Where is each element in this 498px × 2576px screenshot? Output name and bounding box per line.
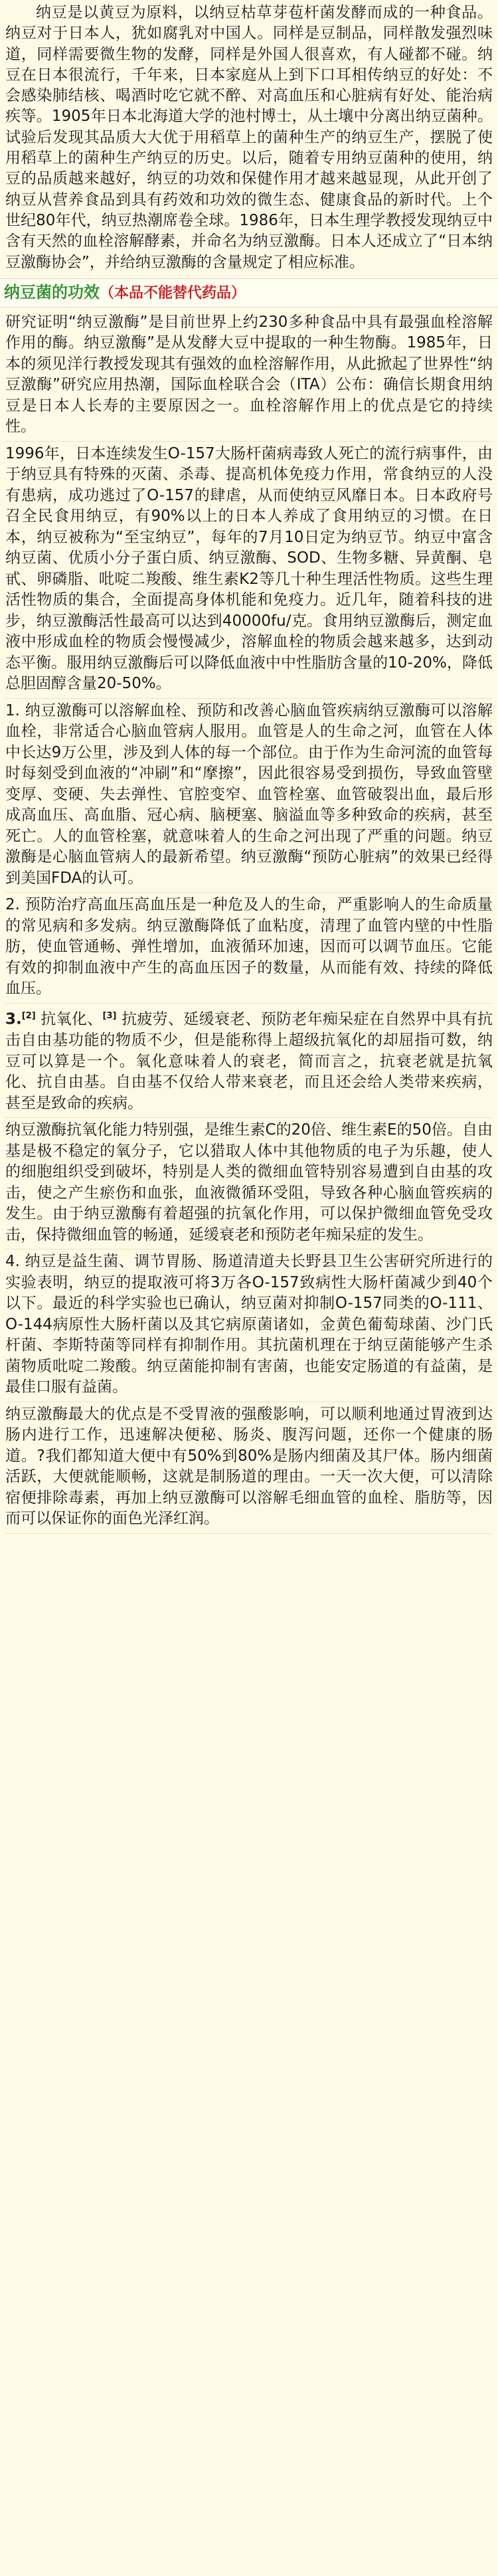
- paragraph-point-1: 1. 纳豆激酶可以溶解血栓、预防和改善心脑血管疾病纳豆激酶可以溶解血栓，非常适合心脑血管病人服用。血管是人的生命之河，血管在人体中长达9万公里，涉及到人体的每一个部位。由于作为生命河流的血管每时每刻受到血液的“冲刷”和“摩擦”，因此很容易受到损伤，导致血管壁变厚、变硬、失去弹性、官腔变窄、血管栓塞、血管破裂出血，最后形成高血压、高血脂、冠心病、脑梗塞、脑溢血等多种致命的疾病，甚至死亡。人的血管栓塞，就意味着人的生命之河出现了严重的问题。纳豆激酶是心脑血管病人的最新希望。纳豆激酶“预防心脏病”的效果已经得到美国FDA的认可。: [5, 699, 493, 893]
- reference-2: [2]: [21, 1010, 36, 1021]
- section-note: （本品不能替代药品）: [100, 284, 246, 302]
- point-3-mid: 抗氧化、: [35, 1010, 103, 1028]
- paragraph-point-2: 2. 预防治疗高血压高血压是一种危及人的生命，严重影响人的生命质量的常见病和多发病。纳豆激酶降低了血粘度，清理了血管内壁的中性脂肪，使血管通畅、弹性增加，血液循环加速，因而可以调节血压。它能有效的抑制血液中产生的高血压因子的数量，从而能有效、持续的降低血压。: [5, 893, 493, 1004]
- section-heading: [0, 278, 498, 308]
- paragraph-history: 1996年，日本连续发生O-157大肠杆菌病毒致人死亡的流行病事件，由于纳豆具有特殊的灭菌、杀毒、提高机体免疫力作用，常食纳豆的人没有患病，成功逃过了O-157的肆虐，从而使纳豆风靡日本。日本政府号召全民食用纳豆，有90%以上的日本人养成了食用纳豆的习惯。在日本，纳豆被称为“至宝纳豆”，每年的7月10日定为纳豆节。纳豆中富含纳豆菌、优质小分子蛋白质、纳豆激酶、SOD、生物多糖、异黄酮、皂甙、卵磷脂、吡啶二羧酸、维生素K2等几十种生理活性物质。这些生理活性物质的集合，全面提高身体机能和免疫力。近几年，随着科技的进步，纳豆激酶活性最高可以达到40000fu/克。食用纳豆激酶后，测定血液中形成血栓的物质会慢慢减少，溶解血栓的物质会越来越多，达到动态平衡。服用纳豆激酶后可以降低血液中中性脂肪含量的10-20%，降低总胆固醇含量20-50%。: [5, 442, 493, 699]
- paragraph-antioxidant: 纳豆激酶抗氧化能力特别强，是维生素C的20倍、维生素E的50倍。自由基是极不稳定的氧分子，它以猎取人体中其他物质的电子为乐趣，使人的细胞组织受到破坏，特别是人类的微细血管特别容易遭到自由基的攻击，使之产生瘀伤和血张，血液微循环受阻，导致各种心脑血管疾病的发生。由于纳豆激酶有着超强的抗氧化作用，可以保护微细血管免受攻击，保持微细血管的畅通，延缓衰老和预防老年痴呆症的发生。: [5, 1118, 493, 1249]
- paragraph-intestine: 纳豆激酶最大的优点是不受胃液的强酸影响，可以顺利地通过胃液到达肠内进行工作，迅速解决便秘、肠炎、腹泻问题，还你一个健康的肠道。?我们都知道大便中有50%到80%是肠内细菌及其尸体。肠内细菌活跃，大便就能顺畅，这就是制肠道的理由。一天一次大便，可以清除宿便排除毒素，再加上纳豆激酶可以溶解毛细血管的血栓、脂肪等，因而可以保证你的面色光泽红润。: [5, 1402, 493, 1534]
- intro-paragraph: 纳豆是以黄豆为原料，以纳豆枯草芽苞杆菌发酵而成的一种食品。纳豆对于日本人，犹如腐乳对中国人。同样是豆制品，同样散发强烈味道，同样需要微生物的发酵，同样是外国人很喜欢，有人碰都不碰。纳豆在日本很流行，千年来，日本家庭从上到下口耳相传纳豆的好处：不会感染肺结核、喝酒时吃它就不醉、对高血压和心脏病有好处、能治病疾等。1905年日本北海道大学的池村博士，从土壤中分离出纳豆菌种。试验后发现其品质大大优于用稻草上的菌种生产的纳豆生产，摆脱了使用稻草上的菌种生产纳豆的历史。以后，随着专用纳豆菌种的使用，纳豆的品质越来越好，纳豆的功效和保健作用才越来越显现，从此开创了纳豆从营养食品到具有药效和功效的微生态、健康食品的新时代。上个世纪80年代，纳豆热潮席卷全球。1986年，日本生理学教授发现纳豆中含有天然的血栓溶解酵素，并命名为纳豆激酶。日本人还成立了“日本纳豆激酶协会”，并给纳豆激酶的含量规定了相应标准。: [5, 4, 493, 271]
- paragraph-research: 研究证明“纳豆激酶”是目前世界上约230多种食品中具有最强血栓溶解作用的酶。纳豆激酶”是从发酵大豆中提取的一种生物酶。1985年，日本的须见洋行教授发现其有强效的血栓溶解作用，从此掀起了世界性“纳豆激酶”研究应用热潮，国际血栓联合会（ITA）公布：确信长期食用纳豆是日本人长寿的主要原因之一。血栓溶解作用上的优点是它的持续性。: [5, 310, 493, 442]
- point-3-text: 抗疲劳、延缓衰老、预防老年痴呆症在自然界中具有抗击自由基功能的物质不少，但是能称得上超级抗氧化的却屈指可数，纳豆可以算是一个。氧化意味着人的衰老，简而言之，抗衰老就是抗氧化、抗自由基。自由基不仅给人带来衰老，而且还会给人类带来疾病，甚至是致命的疾病。: [5, 1010, 493, 1112]
- reference-3: [3]: [102, 1010, 117, 1021]
- section-title: 纳豆菌的功效: [4, 282, 100, 302]
- paragraph-point-3: [5, 1004, 493, 1118]
- point-3-number: 3.: [5, 1010, 22, 1028]
- paragraph-point-4: 4. 纳豆是益生菌、调节胃肠、肠道清道夫长野县卫生公害研究所进行的实验表明，纳豆的提取液可将3万各O-157致病性大肠杆菌减少到40个以下。最近的科学实验也已确认，纳豆菌对抑制O-157同类的O-111、O-144病原性大肠杆菌以及其它病原菌诸如，金黄色葡萄球菌、沙门氏杆菌、李斯特菌等同样有抑制作用。其抗菌机理在于纳豆菌能够产生杀菌物质吡啶二羧酸。纳豆菌能抑制有害菌，也能安定肠道的有益菌，是最佳口服有益菌。: [5, 1249, 493, 1402]
